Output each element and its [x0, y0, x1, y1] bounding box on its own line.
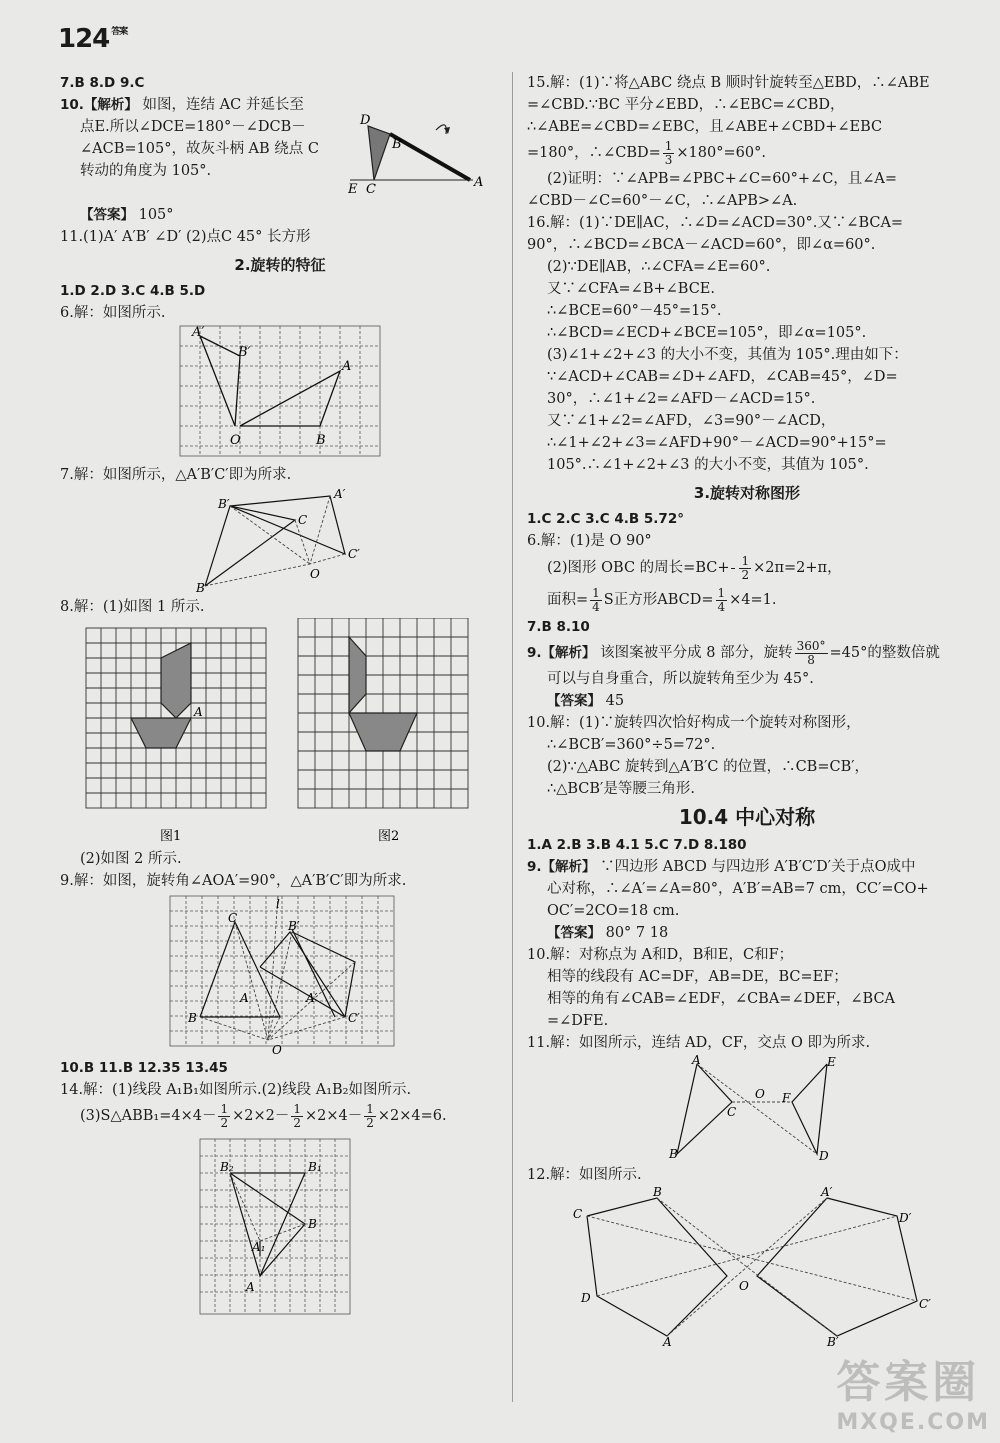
svg-text:B: B	[188, 1011, 197, 1025]
svg-text:A′: A′	[306, 991, 318, 1005]
svg-text:B: B	[196, 581, 205, 595]
q10-block: 10.【解析】 如图，连结 AC 并延长至 点E.所以∠DCE=180°－∠DCB－ ∠ACB=105°，故灰斗柄 AB 绕点 C 转动的角度为 105°. D B C E A	[60, 94, 500, 204]
svg-text:A: A	[663, 1335, 672, 1346]
svg-text:C: C	[573, 1207, 583, 1221]
figure-caption: 图2	[378, 829, 400, 844]
svg-text:B: B	[653, 1186, 662, 1199]
column-divider	[512, 72, 513, 1402]
svg-text:E: E	[348, 182, 358, 194]
svg-text:B′: B′	[288, 919, 300, 933]
svg-text:B′: B′	[827, 1335, 839, 1346]
left-column: 7.B 8.D 9.C 10.【解析】 如图，连结 AC 并延长至 点E.所以∠DCE=180°－∠DCB－ ∠ACB=105°，故灰斗柄 AB 绕点 C 转动的角度为 105°. D B C E A 【答案】 105° 11.(1)A′ A′B′ ∠D′ (2)点C 45° 长方形 2.旋转的特征 1.D 2.D 3.C 4.B 5.D 6.解：如图所示. A′ B′ A O B 7.解：如图所示，△A′B′C′即为所求. A′ B′ C C′ O B 8.解：(1)如图 1 所示. A 图1 图2 (2)如图 2 所示. 9.解：如图，旋转角∠AOA′=90°，△A′B′C′即为所求. C l B′ B A A′ C′ O 10.B 11.B 12.35 13.45 14.解：(1)线段 A₁B₁如图所示.(2)线段 A₁B₂如图所示. (3)S△ABB₁=4×4－ $\frac{1}{2}$ ×2×2－ $\frac{1}{2}$ ×2×4－ $\frac{1}{2}$ ×2×4=6. B₂ B₁ B A₁ A	[60, 72, 500, 1321]
svg-text:B: B	[308, 1217, 317, 1231]
svg-text:A′: A′	[334, 487, 346, 501]
watermark: 答案圈 MXQE.COM	[836, 1357, 990, 1435]
section-title: 2.旋转的特征	[234, 256, 326, 274]
svg-text:B′: B′	[238, 345, 251, 360]
svg-text:O: O	[739, 1279, 749, 1293]
q8-grid-figures	[60, 618, 500, 848]
q11-figure	[527, 1054, 967, 1164]
svg-text:C: C	[727, 1105, 737, 1119]
answer-line: 7.B 8.D 9.C	[60, 75, 145, 91]
svg-text:O: O	[272, 1043, 282, 1057]
svg-text:C: C	[228, 911, 238, 925]
svg-text:D: D	[819, 1149, 829, 1163]
svg-text:D: D	[360, 113, 371, 128]
svg-text:A′: A′	[192, 325, 205, 340]
svg-text:C: C	[298, 513, 308, 527]
svg-text:O: O	[230, 433, 241, 448]
q12-figure	[527, 1186, 967, 1346]
svg-text:F: F	[782, 1091, 791, 1105]
svg-text:A: A	[194, 705, 203, 719]
svg-text:C′: C′	[919, 1297, 931, 1311]
section-title: 3.旋转对称图形	[693, 484, 801, 502]
svg-text:l: l	[276, 897, 280, 911]
svg-text:A: A	[692, 1054, 701, 1067]
svg-text:O: O	[755, 1087, 765, 1101]
svg-text:B: B	[316, 433, 326, 448]
svg-text:C: C	[366, 182, 376, 194]
svg-text:A₁: A₁	[252, 1240, 266, 1254]
svg-text:A: A	[246, 1280, 255, 1294]
svg-text:C′: C′	[348, 547, 360, 561]
svg-text:B₂: B₂	[220, 1160, 234, 1174]
svg-text:A: A	[342, 359, 352, 374]
q9-grid-figure	[60, 892, 500, 1057]
svg-text:B: B	[392, 137, 402, 152]
q14-grid-figure	[60, 1131, 500, 1321]
svg-text:A: A	[240, 991, 249, 1005]
q6-grid-figure	[60, 324, 500, 464]
svg-text:B′: B′	[218, 497, 230, 511]
svg-text:A′: A′	[821, 1186, 833, 1199]
area-formula: (3)S△ABB₁=4×4－ $\frac{1}{2}$ ×2×2－ $\frac{1}{2}$ ×2×4－ $\frac{1}{2}$ ×2×4=6.	[80, 1101, 447, 1130]
right-column: 15.解：(1)∵将△ABC 绕点 B 顺时针旋转至△EBD，∴∠ABE =∠CBD.∵BC 平分∠EBD，∴∠EBC=∠CBD， ∴∠ABE=∠CBD=∠EBC，且∠ABE+∠CBD+∠EBC =180°，∴∠CBD= $\frac{1}{3}$ ×180°=60°. (2)证明：∵∠APB=∠PBC+∠C=60°+∠C，且∠A= ∠CBD－∠C=60°－∠C，∴∠APB>∠A. 16.解：(1)∵DE∥AC，∴∠D=∠ACD=30°.又∵∠BCA= 90°，∴∠BCD=∠BCA－∠ACD=60°，即∠α=60°. (2)∵DE∥AB，∴∠CFA=∠E=60°. 又∵∠CFA=∠B+∠BCE. ∴∠BCE=60°－45°=15°. ∴∠BCD=∠ECD+∠BCE=105°，即∠α=105°. (3)∠1+∠2+∠3 的大小不变，其值为 105°.理由如下： ∵∠ACD+∠CAB=∠D+∠AFD，∠CAB=45°，∠D= 30°，∴∠1+∠2=∠AFD－∠ACD=15°. 又∵∠1+∠2=∠AFD，∠3=90°－∠ACD， ∴∠1+∠2+∠3=∠AFD+90°－∠ACD=90°+15°= 105°.∴∠1+∠2+∠3 的大小不变，其值为 105°. 3.旋转对称图形 1.C 2.C 3.C 4.B 5.72° 6.解：(1)是 O 90° (2)图形 OBC 的周长=BC+ $\frac{1}{2}$ ×2π=2+π， 面积= $\frac{1}{4}$ S正方形ABCD= $\frac{1}{4}$ ×4=1. 7.B 8.10 9.【解析】 该图案被平分成 8 部分，旋转 $\frac{360^\circ}{8}$ =45°的整数倍就 可以与自身重合，所以旋转角至少为 45°. 【答案】 45 10.解：(1)∵旋转四次恰好构成一个旋转对称图形， ∴∠BCB′=360°÷5=72°. (2)∵△ABC 旋转到△A′B′C 的位置，∴CB=CB′， ∴△BCB′是等腰三角形. 10.4 中心对称 1.A 2.B 3.B 4.1 5.C 7.D 8.180 9.【解析】 ∵四边形 ABCD 与四边形 A′B′C′D′关于点O成中 心对称，∴∠A′=∠A=80°，A′B′=AB=7 cm，CC′=CO+ OC′=2CO=18 cm. 【答案】 80° 7 18 10.解：对称点为 A和D，B和E，C和F； 相等的线段有 AC=DF，AB=DE，BC=EF； 相等的角有∠CAB=∠EDF，∠CBA=∠DEF，∠BCA =∠DFE. 11.解：如图所示，连结 AD，CF，交点 O 即为所求. A E O F C B D 12.解：如图所示. C B D A O A′ D′ C′ B′	[527, 72, 967, 1346]
svg-text:C′: C′	[348, 1011, 360, 1025]
svg-text:D: D	[581, 1291, 591, 1305]
q7-figure	[60, 486, 500, 596]
svg-text:B: B	[669, 1147, 678, 1161]
section-title: 10.4 中心对称	[678, 805, 816, 829]
svg-text:E: E	[827, 1055, 836, 1069]
lever-figure	[348, 104, 498, 194]
svg-text:A: A	[474, 175, 484, 190]
page-number: 124 $^{答案}$	[58, 24, 128, 54]
figure-caption: 图1	[160, 829, 182, 844]
svg-text:D′: D′	[899, 1211, 912, 1225]
svg-text:B₁: B₁	[308, 1160, 322, 1174]
svg-text:O: O	[310, 567, 320, 581]
